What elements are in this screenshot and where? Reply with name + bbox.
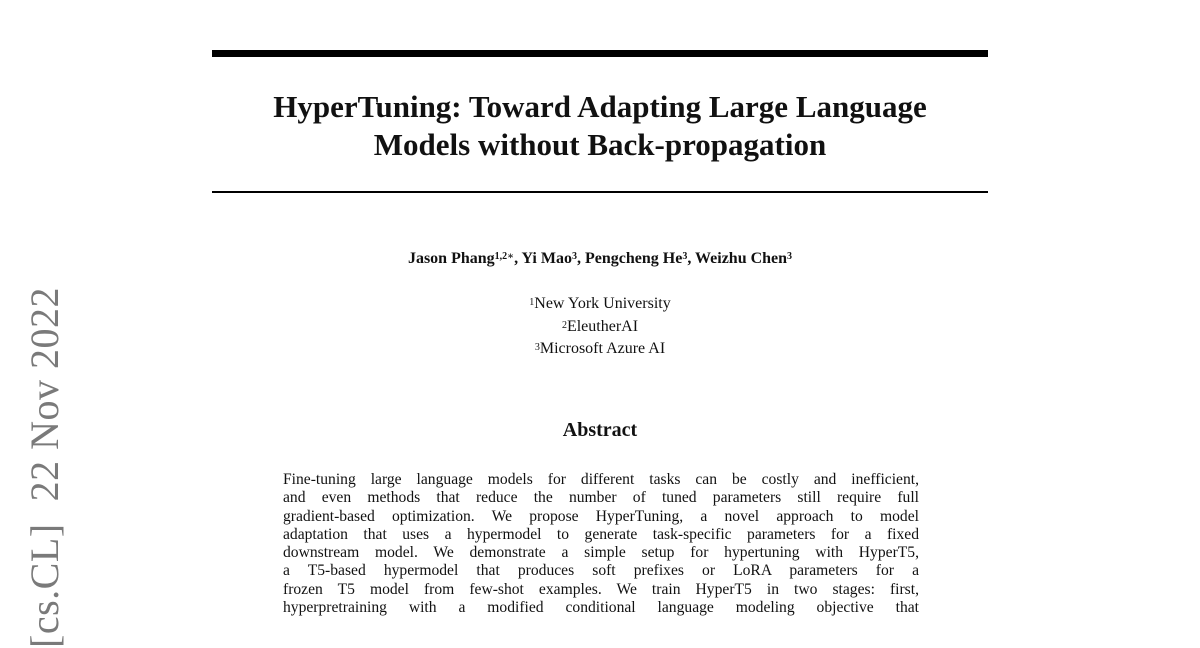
title-line: Models without Back-propagation [373,127,827,162]
abstract-line: a T5-based hypermodel that produces soft prefixes or LoRA parameters for a [283,562,919,580]
abstract-line: and even methods that reduce the number of tuned parameters still require full [283,489,919,507]
arxiv-date: 22 Nov 2022 [22,287,67,502]
author-name: Jason Phang [407,250,495,267]
abstract-line: downstream model. We demonstrate a simple setup for hypertuning with HyperT5, [283,544,919,562]
abstract-line: adaptation that uses a hypermodel to generate task-specific parameters for a fixed [283,525,919,543]
author-list: Jason Phang$^{1,2∗}$, Yi Mao$^3$, Pengcheng He$^3$, Weizhu Chen$^3$ [407,250,793,267]
author-name: Pengcheng He [584,250,683,267]
abstract-line: gradient-based optimization. We propose HyperTuning, a novel approach to model [283,507,919,525]
title-top-rule [212,50,988,57]
abstract-line: Fine-tuning large language models for different tasks can be costly and inefficient, [283,471,919,488]
arxiv-category: [cs.CL] [22,523,67,648]
author-affil: 3 [682,251,688,262]
abstract-body [283,471,919,617]
author-affil: 3 [571,251,577,262]
author-affil: 1,2∗ [494,251,515,262]
author-affil: 3 [787,251,793,262]
arxiv-sidebar-stamp [20,287,70,648]
abstract-line: hyperpretraining with a modified conditional language modeling objective that [283,599,919,617]
abstract-heading: Abstract [562,419,638,441]
title-line: HyperTuning: Toward Adapting Large Language [273,89,927,124]
paper-title [212,88,988,164]
author-name: Yi Mao [521,250,572,267]
affiliation: $^3$Microsoft Azure AI [534,340,666,357]
affiliation: $^1$New York University [529,295,671,312]
title-bottom-rule [212,191,988,193]
affiliation-list [212,293,988,361]
author-name: Weizhu Chen [695,250,788,267]
abstract-line: frozen T5 model from few-shot examples. We train HyperT5 in two stages: first, [283,580,919,598]
affiliation: $^2$EleutherAI [561,317,639,335]
